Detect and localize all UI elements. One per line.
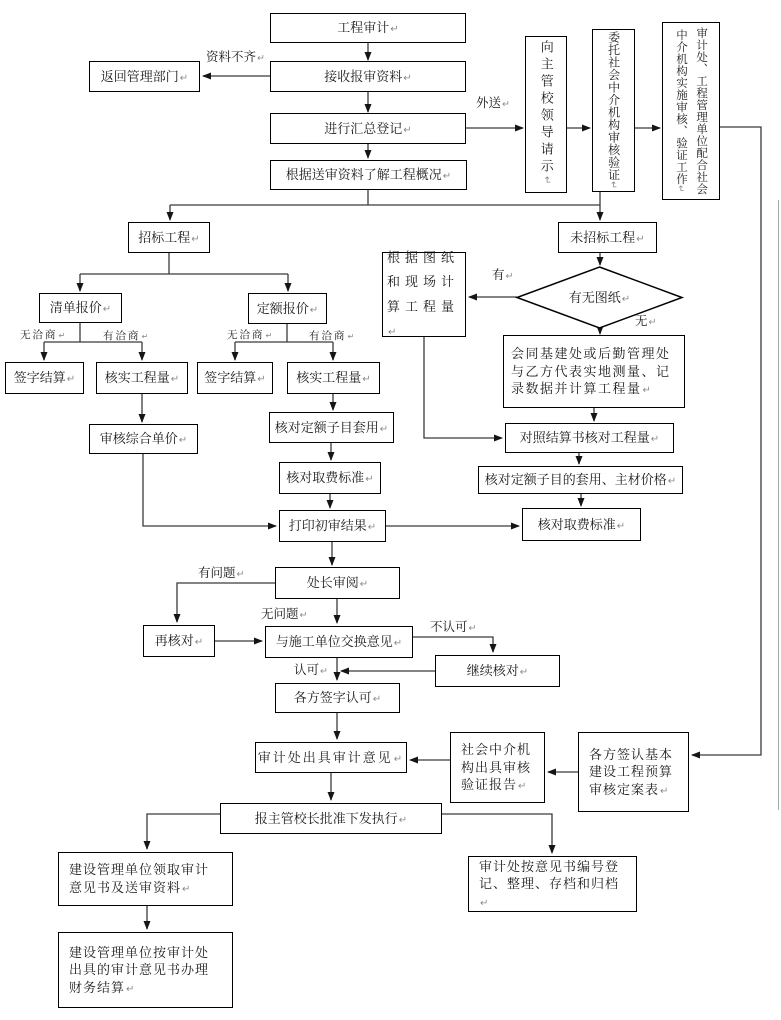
node-director-review: 处长审阅 ↵ [275, 567, 400, 599]
node-check-fee-standard-left: 核对取费标准 ↵ [279, 462, 381, 494]
node-agency-report: 社会中介机构出具审核验证报告 ↵ [450, 732, 545, 803]
node-check-fee-standard-right: 核对取费标准 ↵ [522, 508, 641, 541]
node-sign-final-form: 各方签认基本建设工程预算审核定案表 ↵ [578, 732, 689, 812]
node-has-drawings-decision: 有无图纸 ↵ [517, 267, 682, 328]
node-unit-settle: 建设管理单位按审计处出具的审计意见书办理财务结算 ↵ [58, 932, 233, 1008]
node-understand-overview: 根据送审资料了解工程概况 ↵ [270, 160, 467, 190]
node-ask-leader: 向主管校领导请示 ↵ [525, 36, 567, 193]
node-unit-receive: 建设管理单位领取审计意见书及送审资料 ↵ [58, 852, 233, 906]
node-quota-quote: 定额报价 ↵ [248, 293, 327, 324]
node-verify-quantity-2: 核实工程量 ↵ [287, 362, 380, 394]
node-cooperate: 审计处、工程管理单位配合社会中介机构实施审核、验证工作 ↵ [662, 22, 720, 200]
page-edge-line [778, 200, 779, 810]
edge-label-no-drawings: 无 ↵ [635, 311, 656, 329]
edge-label-approved: 认可 ↵ [294, 660, 328, 678]
edge-label-outsource: 外送 ↵ [476, 93, 510, 111]
edge-label-has-negotiation-2: 有洽商 ↵ [309, 328, 356, 343]
edge-label-no-problem: 无问题 ↵ [261, 604, 307, 622]
node-exchange-opinions: 与施工单位交换意见 ↵ [265, 626, 413, 658]
node-report-president: 报主管校长批准下发执行 ↵ [220, 803, 442, 834]
node-joint-measure: 会同基建处或后勤管理处与乙方代表实地测量、记录数据并计算工程量 ↵ [503, 335, 685, 408]
node-drawings-calc: 根据图纸和现场计算工程量 ↵ [382, 252, 466, 337]
edge-label-no-negotiation-1: 无洽商 ↵ [20, 327, 67, 342]
node-audit-archive: 审计处按意见书编号登记、整理、存档和归档 ↵ [468, 856, 637, 912]
edge-label-yes-drawings: 有 ↵ [492, 265, 513, 283]
edge-label-not-approved: 不认可 ↵ [430, 617, 476, 635]
node-summary-register: 进行汇总登记 ↵ [270, 113, 466, 144]
node-list-quote: 清单报价 ↵ [39, 293, 122, 323]
edge-label-has-problem: 有问题 ↵ [198, 563, 244, 581]
edge-label-no-negotiation-2: 无洽商 ↵ [227, 327, 274, 342]
node-check-quota-main-price: 核对定额子目的套用、主材价格 ↵ [478, 466, 683, 494]
node-continue-check: 继续核对 ↵ [435, 655, 560, 687]
edge-label-has-negotiation-1: 有洽商 ↵ [103, 328, 150, 343]
node-return-dept: 返回管理部门 ↵ [89, 61, 200, 92]
node-check-quota-item: 核对定额子目套用 ↵ [269, 412, 394, 443]
node-entrust-agency: 委托社会中介机构审核验证 ↵ [592, 29, 635, 192]
node-all-sign: 各方签字认可 ↵ [275, 683, 400, 713]
node-sign-settle-2: 签字结算 ↵ [197, 362, 273, 394]
node-check-against-settlement: 对照结算书核对工程量 ↵ [505, 423, 674, 453]
node-tendered: 招标工程 ↵ [128, 222, 210, 253]
edge-label-insufficient: 资料不齐 ↵ [206, 47, 265, 65]
node-recheck: 再核对 ↵ [143, 625, 215, 657]
node-audit-opinion: 审计处出具审计意见 ↵ [255, 742, 407, 773]
node-project-audit: 工程审计 ↵ [270, 13, 466, 43]
node-receive-materials: 接收报审资料 ↵ [270, 61, 466, 92]
node-review-unit-price: 审核综合单价 ↵ [89, 424, 198, 454]
node-sign-settle-1: 签字结算 ↵ [5, 362, 84, 394]
node-verify-quantity-1: 核实工程量 ↵ [96, 362, 188, 394]
node-print-initial-result: 打印初审结果 ↵ [279, 510, 386, 542]
node-untendered: 未招标工程 ↵ [558, 222, 657, 253]
